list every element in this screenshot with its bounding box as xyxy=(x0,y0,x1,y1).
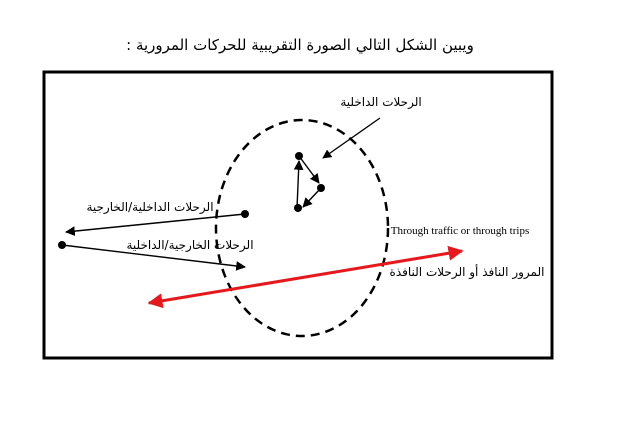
zone-node xyxy=(295,152,303,160)
through-traffic-label-en: Through traffic or through trips xyxy=(390,225,530,237)
internal-trip-arrow-1 xyxy=(299,156,319,183)
zone-node xyxy=(241,210,249,218)
internal-external-label: الرحلات الداخلية/الخارجية xyxy=(86,200,214,214)
zone-node xyxy=(294,204,302,212)
diagram-heading: ويبين الشكل التالي الصورة التقريبية للحركات المرورية : xyxy=(126,36,474,54)
zone-node xyxy=(58,241,66,249)
study-area-boundary xyxy=(216,120,388,336)
through-traffic-label-ar: المرور النافذ أو الرحلات النافذة xyxy=(389,265,545,279)
internal-trip-arrow-3 xyxy=(297,161,299,208)
internal-label-leader xyxy=(323,118,380,158)
internal-trips-label: الرحلات الداخلية xyxy=(340,95,422,109)
external-internal-label: الرحلات الخارجية/الداخلية xyxy=(126,238,254,252)
internal-trips-loop xyxy=(294,152,325,212)
zone-node xyxy=(317,184,325,192)
study-area-frame xyxy=(44,72,552,358)
